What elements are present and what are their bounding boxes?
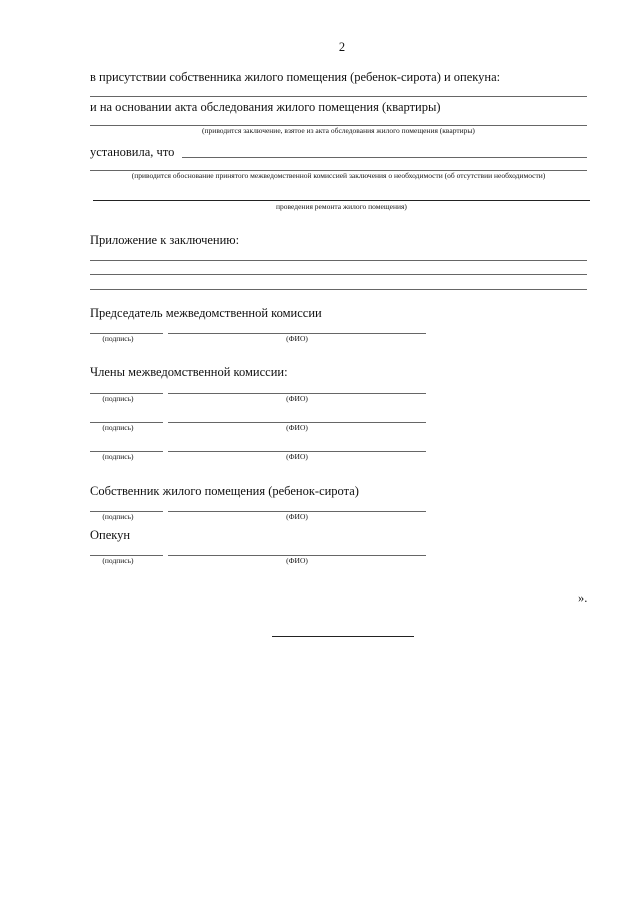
presence-fill-line bbox=[90, 96, 587, 97]
member-1-name-caption: (ФИО) bbox=[286, 394, 308, 403]
member-3-name-caption: (ФИО) bbox=[286, 452, 308, 461]
chairman-label: Председатель межведомственной комиссии bbox=[90, 306, 322, 320]
owner-name-caption: (ФИО) bbox=[286, 512, 308, 521]
member-3-signature-caption: (подпись) bbox=[102, 452, 134, 461]
repair-caption: проведения ремонта жилого помещения) bbox=[276, 202, 407, 211]
appendix-line-3 bbox=[90, 289, 587, 290]
chairman-name-caption: (ФИО) bbox=[286, 334, 308, 343]
basis-line: и на основании акта обследования жилого помещения (квартиры) bbox=[90, 100, 441, 114]
owner-signature-caption: (подпись) bbox=[102, 512, 134, 521]
chairman-signature-caption: (подпись) bbox=[102, 334, 134, 343]
member-2-signature-caption: (подпись) bbox=[102, 423, 134, 432]
guardian-label: Опекун bbox=[90, 528, 131, 542]
rationale-caption: (приводится обоснование принятого межведомственной комиссией заключения о необходимости (об отсутствии необходимости) bbox=[131, 171, 546, 180]
basis-caption: (приводится заключение, взятое из акта обследования жилого помещения (квартиры) bbox=[202, 126, 475, 135]
members-label: Члены межведомственной комиссии: bbox=[90, 365, 288, 379]
established-label: установила, что bbox=[90, 145, 175, 159]
member-2-name-caption: (ФИО) bbox=[286, 423, 308, 432]
established-fill-line bbox=[182, 157, 587, 158]
member-1-signature-caption: (подпись) bbox=[102, 394, 134, 403]
guardian-name-caption: (ФИО) bbox=[286, 556, 308, 565]
guardian-signature-caption: (подпись) bbox=[102, 556, 134, 565]
appendix-line-1 bbox=[90, 260, 587, 261]
closing-quote-mark: ». bbox=[578, 591, 588, 605]
footer-rule bbox=[272, 636, 414, 637]
owner-label: Собственник жилого помещения (ребенок-сирота) bbox=[90, 484, 359, 498]
presence-line: в присутствии собственника жилого помещения (ребенок-сирота) и опекуна: bbox=[90, 70, 501, 84]
appendix-line-2 bbox=[90, 274, 587, 275]
appendix-label: Приложение к заключению: bbox=[90, 233, 240, 247]
repair-fill-line bbox=[93, 200, 590, 201]
page-number: 2 bbox=[338, 40, 346, 54]
